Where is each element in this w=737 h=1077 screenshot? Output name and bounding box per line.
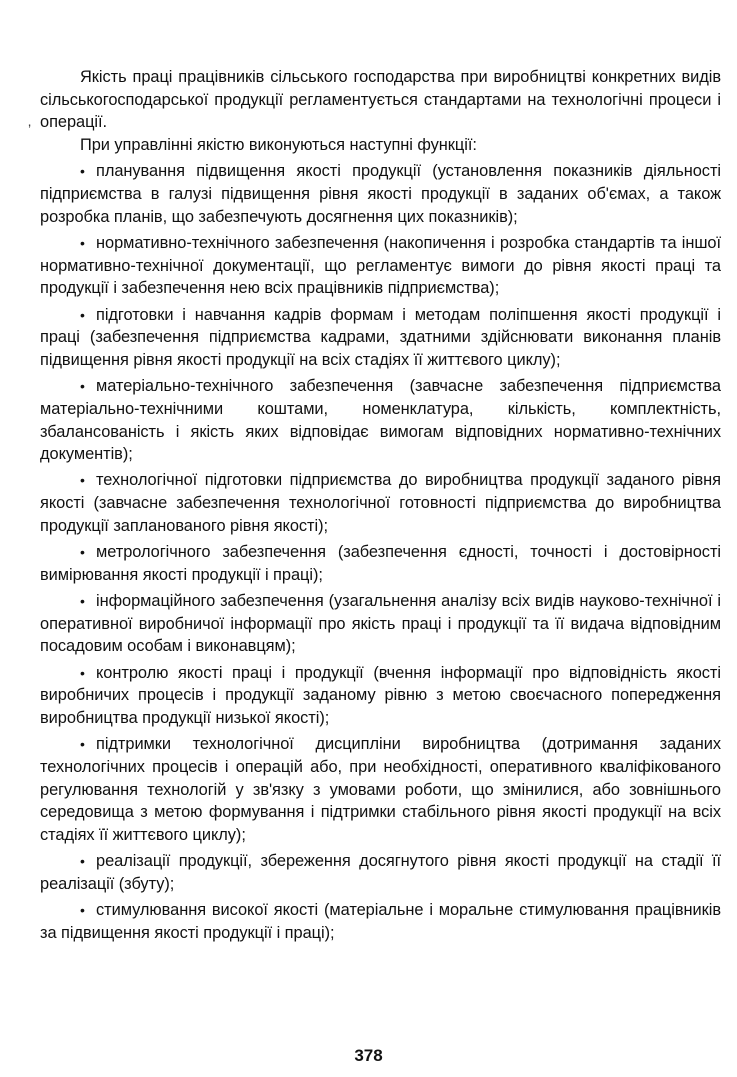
list-item-text: підготовки і навчання кадрів формам і методам поліпшення якості продукції і праці (забезпечення підприємства кадрами, здатними здійснювати виконання планів підвищення рівня якості продукції на всіх стадіях її життєвого циклу); xyxy=(40,305,721,369)
list-item xyxy=(40,538,721,587)
list-item xyxy=(40,372,721,466)
bullet-icon: • xyxy=(80,472,85,489)
list-item xyxy=(40,730,721,847)
bullet-icon: • xyxy=(80,736,85,753)
list-item xyxy=(40,466,721,538)
list-item-text: контролю якості праці і продукції (вчення інформації про відповідність якості виробничих процесів і продукції заданому рівню з метою своєчасного попередження виробництва продукції низької якості); xyxy=(40,663,721,727)
list-item-text: метрологічного забезпечення (забезпечення єдності, точності і достовірності вимірювання якості продукції і праці); xyxy=(40,543,721,584)
bullet-icon: • xyxy=(80,544,85,561)
list-item-text: матеріально-технічного забезпечення (завчасне забезпечення підприємства матеріально-технічними коштами, номенклатура, кількість, комплектність, збалансованість і якість яких відповідає вимогам відповідних нормативно-технічних документів); xyxy=(40,377,721,464)
list-item xyxy=(40,157,721,229)
bullet-icon: • xyxy=(80,163,85,180)
list-item xyxy=(40,896,721,945)
list-item xyxy=(40,300,721,372)
bullet-icon: • xyxy=(80,902,85,919)
list-item-text: інформаційного забезпечення (узагальнення аналізу всіх видів науково-технічної і оперативної виробничої інформації про якість праці і продукції та її видача відповідним посадовим особам і виконавцям); xyxy=(40,591,721,656)
page-number: 378 xyxy=(354,1046,383,1065)
list-item xyxy=(40,658,721,730)
list-item xyxy=(40,847,721,896)
bullet-icon: • xyxy=(80,306,85,323)
margin-mark: ’ xyxy=(28,121,32,137)
list-item-text: нормативно-технічного забезпечення (накопичення і розробка стандартів та іншої нормативно-технічної документації, що регламентує вимоги до рівня якості праці та продукції і забезпечення нею всіх працівників підприємства); xyxy=(40,233,721,298)
list-item-text: реалізації продукції, збереження досягнутого рівня якості продукції на стадії її реалізації (збуту); xyxy=(40,852,721,893)
functions-lead: При управлінні якістю виконуються наступні функції: xyxy=(80,136,477,155)
bullet-icon: • xyxy=(80,853,85,870)
list-item xyxy=(40,586,721,658)
bullet-icon: • xyxy=(80,592,85,609)
bullet-icon: • xyxy=(80,664,85,681)
list-item-text: планування підвищення якості продукції (установлення показників діяльності підприємства в галузі підвищення рівня якості продукції в заданих об'ємах, а також розробка планів, що забезпечують досягнення цих показників); xyxy=(40,162,721,226)
list-item-text: підтримки технологічної дисципліни виробництва (дотримання заданих технологічних процесів і операцій або, при необхідності, оперативного кваліфікованого регулювання технологій у зв'язку з умовами роботи, що змінилися, або зовнішнього середовища з метою формування і підтримки стабільного рівня якості продукції на всіх стадіях її життєвого циклу); xyxy=(40,735,721,844)
page-body xyxy=(40,66,721,945)
list-item-text: стимулювання високої якості (матеріальне і моральне стимулювання працівників за підвищення якості продукції і праці); xyxy=(40,901,721,942)
bullet-icon: • xyxy=(80,378,85,395)
intro-paragraph: Якість праці працівників сільського господарства при виробництві конкретних видів сільськогосподарської продукції регламентується стандартами на технологічні процеси і операції. xyxy=(40,68,721,132)
list-item xyxy=(40,228,721,300)
list-item-text: технологічної підготовки підприємства до виробництва продукції заданого рівня якості (завчасне забезпечення технологічної готовності підприємства до виробництва продукції запланованого рівня якості); xyxy=(40,471,721,535)
bullet-icon: • xyxy=(80,234,85,251)
